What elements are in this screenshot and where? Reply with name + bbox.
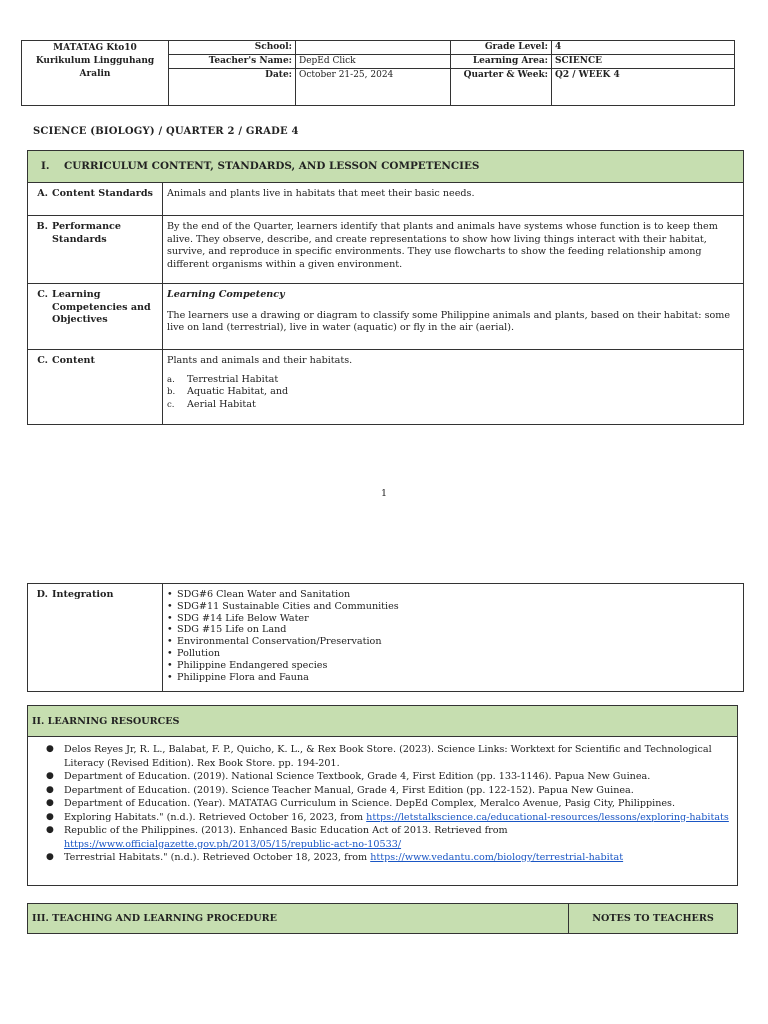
list-letter: a. (167, 374, 175, 385)
header-table (21, 40, 735, 106)
list-text: Philippine Endangered species (177, 659, 328, 671)
list-letter: b. (167, 387, 176, 398)
list-text: Aerial Habitat (187, 398, 256, 410)
list-item (167, 386, 738, 399)
content-label (28, 350, 163, 425)
learning-competency-text: The learners use a drawing or diagram to classify some Philippine animals and plants, based on their habitat: some live on land (terrestrial), live in water (aquatic) or fly in the air (aerial). (167, 309, 731, 334)
list-item: • SDG #15 Life on Land (167, 624, 287, 636)
reference-link[interactable]: https://www.vedantu.com/biology/terrestrial-habitat (370, 852, 624, 863)
section-1-heading (28, 151, 744, 183)
teacher-name-label: Teacher's Name: (169, 55, 296, 69)
row-label: Learning Competencies and Objectives (52, 289, 151, 326)
learning-competencies-label (28, 284, 163, 350)
content-standards-text: Animals and plants live in habitats that meet their basic needs. (163, 183, 744, 216)
reference-text: Department of Education. (Year). MATATAG Curriculum in Science. DepEd Complex, Meralco Avenue, Pasig City, Philippines. (64, 798, 676, 809)
section-1-number: I. (41, 160, 50, 173)
list-text: SDG #15 Life on Land (177, 624, 287, 636)
row-label: Integration (52, 589, 114, 600)
row-label: Content Standards (52, 188, 153, 199)
list-text: Environmental Conservation/Preservation (177, 636, 382, 648)
list-item: ● Department of Education. (2019). National Science Textbook, Grade 4, First Edition (pp. 133-1146). Papua New Guinea. (46, 771, 651, 782)
list-item: ● Republic of the Philippines. (2013). Enhanced Basic Education Act of 2013. Retrieved from https://www.officialgazette.gov.ph/2013/05/15/republic-act-no-10533/ (46, 825, 508, 850)
reference-text: Department of Education. (2019). National Science Textbook, Grade 4, First Edition (pp. 133-1146). Papua New Guinea. (64, 771, 651, 782)
date-value: October 21-25, 2024 (296, 69, 451, 106)
learning-competencies-cell (163, 284, 744, 350)
teacher-name-value: DepEd Click (296, 55, 451, 69)
list-text: SDG #14 Life Below Water (177, 612, 309, 624)
reference-text: Department of Education. (2019). Science Teacher Manual, Grade 4, First Edition (pp. 122-152). Papua New Guinea. (64, 784, 634, 796)
reference-text: Exploring Habitats." (n.d.). Retrieved October 16, 2023, from (64, 811, 367, 823)
row-label: Performance Standards (52, 221, 121, 245)
row-letter: C. (37, 355, 48, 366)
integration-list (163, 584, 744, 692)
row-label: Content (52, 355, 95, 366)
list-item: • SDG#11 Sustainable Cities and Communities (167, 600, 399, 612)
row-letter: A. (37, 188, 48, 199)
curriculum-title-line-2: Kurikulum Lingguhang (35, 56, 155, 66)
reference-link[interactable]: https://www.officialgazette.gov.ph/2013/05/15/republic-act-no-10533/ (64, 838, 402, 850)
grade-level-label: Grade Level: (451, 41, 552, 55)
list-text: SDG#11 Sustainable Cities and Communities (177, 600, 399, 612)
list-item: • Philippine Flora and Fauna (167, 671, 309, 683)
list-item: • SDG#6 Clean Water and Sanitation (167, 589, 351, 600)
date-label: Date: (169, 69, 296, 106)
list-item: • Pollution (167, 647, 221, 659)
list-item (167, 374, 738, 387)
performance-standards-label (28, 216, 163, 284)
learning-area-value: SCIENCE (552, 55, 735, 69)
list-item: ● Delos Reyes Jr, R. L., Balabat, F. P., Quicho, K. L., & Rex Book Store. (2023). Science Links: Worktext for Scientific and Technological Literacy (Revised Edition). Rex Book Store. pp. 194-201. (46, 744, 712, 769)
list-item: • Philippine Endangered species (167, 659, 328, 671)
school-value (296, 41, 451, 55)
list-text: SDG#6 Clean Water and Sanitation (177, 589, 351, 600)
learning-resources-list (28, 737, 738, 886)
list-text: Pollution (177, 647, 221, 659)
list-item: ● Terrestrial Habitats." (n.d.). Retrieved October 18, 2023, from https://www.vedantu.com/biology/terrestrial-habitat (46, 852, 624, 863)
list-item: • Environmental Conservation/Preservation (167, 636, 382, 648)
habitat-list (167, 374, 738, 412)
page-number: 1 (380, 488, 388, 499)
learning-resources-heading: II. LEARNING RESOURCES (28, 706, 738, 737)
section-1-title: CURRICULUM CONTENT, STANDARDS, AND LESSON COMPETENCIES (63, 160, 480, 173)
content-standards-label (28, 183, 163, 216)
curriculum-title-line-1: MATATAG Kto10 (53, 43, 137, 53)
curriculum-title (22, 41, 169, 106)
list-item: ● Department of Education. (2019). Science Teacher Manual, Grade 4, First Edition (pp. 122-152). Papua New Guinea. (46, 784, 634, 796)
document-subtitle: SCIENCE (BIOLOGY) / QUARTER 2 / GRADE 4 (33, 126, 299, 137)
curriculum-title-line-3: Aralin (79, 69, 111, 79)
row-letter: B. (36, 221, 48, 232)
procedure-heading: III. TEACHING AND LEARNING PROCEDURE (28, 904, 569, 934)
curriculum-section-table (27, 150, 744, 425)
content-cell (163, 350, 744, 425)
quarter-week-label: Quarter & Week: (451, 69, 552, 106)
integration-label (28, 584, 163, 692)
notes-to-teachers-heading: NOTES TO TEACHERS (569, 904, 738, 934)
learning-resources-table (27, 705, 738, 886)
learning-area-label: Learning Area: (451, 55, 552, 69)
quarter-week-value: Q2 / WEEK 4 (552, 69, 735, 106)
list-item: ● Exploring Habitats." (n.d.). Retrieved October 16, 2023, from https://letstalkscience.ca/educational-resources/lessons/exploring-habitats (46, 811, 729, 823)
list-text: Philippine Flora and Fauna (177, 671, 309, 683)
row-letter: D. (36, 589, 48, 600)
procedure-table (27, 903, 738, 934)
list-item: ● Department of Education. (Year). MATATAG Curriculum in Science. DepEd Complex, Meralco Avenue, Pasig City, Philippines. (46, 798, 676, 809)
performance-standards-text: By the end of the Quarter, learners identify that plants and animals have systems whose function is to keep them alive. They observe, describe, and create representations to show how living things interact with their habitat, survive, and reproduce in specific environments. They use flowcharts to show the feeding relationship among different organisms within a given environment. (163, 216, 744, 284)
list-item: • SDG #14 Life Below Water (167, 612, 309, 624)
grade-level-value: 4 (552, 41, 735, 55)
reference-link[interactable]: https://letstalkscience.ca/educational-resources/lessons/exploring-habitats (366, 811, 729, 823)
content-text: Plants and animals and their habitats. (167, 355, 353, 366)
learning-competency-subhead: Learning Competency (167, 289, 285, 300)
list-text: Terrestrial Habitat (187, 373, 279, 385)
list-text: Aquatic Habitat, and (187, 386, 289, 398)
reference-text: Republic of the Philippines. (2013). Enhanced Basic Education Act of 2013. Retrieved from (64, 825, 508, 836)
list-letter: c. (167, 399, 175, 410)
school-label: School: (169, 41, 296, 55)
reference-text: Terrestrial Habitats." (n.d.). Retrieved October 18, 2023, from (64, 852, 371, 863)
list-item (167, 399, 738, 412)
integration-table (27, 583, 744, 692)
reference-text: Delos Reyes Jr, R. L., Balabat, F. P., Quicho, K. L., & Rex Book Store. (2023). Science Links: Worktext for Scientific and Technological Literacy (Revised Edition). Rex Book Store. pp. 194-201. (64, 744, 712, 769)
row-letter: C. (37, 289, 48, 300)
